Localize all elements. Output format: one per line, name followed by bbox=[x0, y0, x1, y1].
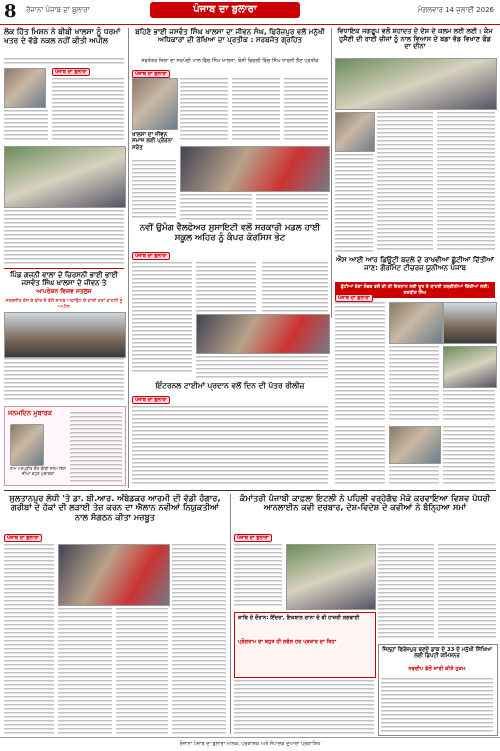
story-2-body-4 bbox=[284, 78, 328, 142]
story-5-photo-4 bbox=[389, 426, 441, 464]
story-3-body-3 bbox=[335, 154, 373, 252]
story-2-body bbox=[132, 160, 176, 220]
story-1-group-photo bbox=[4, 146, 126, 208]
story-4-subhead: ਆਪਰੇਸ਼ਨ ਵਿਸ਼ਵ ਸਤਲੁਜ bbox=[36, 288, 92, 295]
story-2-ceremony-photo bbox=[180, 146, 330, 192]
story-2-body-3 bbox=[232, 78, 280, 142]
issue-date: ਮੰਗਲਵਾਰ 14 ਜੁਲਾਈ 2026 bbox=[417, 6, 494, 14]
story-3-photo bbox=[335, 58, 497, 110]
page-footer: ਰੋਜ਼ਾਨਾ ਪੰਜਾਬ ਦਾ ਬੁਲਾਰਾ ਮਾਲਕ, ਪ੍ਰਕਾਸ਼ਕ ਅਤੇ ਸੰਪਾਦਕ ਦੁਆਰਾ ਪ੍ਰਕਾਸ਼ਿਤ bbox=[0, 737, 500, 751]
story-2-headline: ਬਹਿਣੇ ਭਾਈ ਜਸਵੰਤ ਸਿੰਘ ਖਾਲਸਾ ਦਾ ਜੀਵਨ ਸੰਘ, ਫਿਰੋਜ਼ਪੁਰ ਵਲੋਂ ਮਨੁੱਖੀ ਅਧਿਕਾਰਾਂ ਦੀ ਰੱਖਿਆ ਦਾ ਪ੍ਰਤੀਕ : ਸਰਬਜੋਤ ਗ੍ਰਹਿਤ bbox=[135, 27, 325, 45]
story-6-body-4 bbox=[196, 356, 328, 378]
birthday-ad-title: ਜਨਮਦਿਨ ਮੁਬਾਰਕ bbox=[8, 409, 52, 417]
story-6-body-3 bbox=[262, 262, 328, 312]
story-8-body-3 bbox=[116, 608, 168, 734]
story-2-body-6 bbox=[256, 194, 328, 220]
story-5-body-6 bbox=[389, 466, 439, 484]
story-5-photo-1 bbox=[389, 302, 443, 344]
story-1-headline: ਲੋਕ ਹਿੱਤ ਮਿਸ਼ਨ ਨੇ ਬੀਬੀ ਖਾਲਸਾ ਨੂੰ ਧਰਮਾਂ ਖਤਰ ਦੇ ਵੱਡੇ ਨਕਲ ਨਹੀਂ ਕੀਤੀ ਅਪੀਲ bbox=[4, 27, 121, 45]
story-6-headline: ਨਵੀਂ ਉਮੰਗ ਵੈਲਫੇਅਰ ਸੁਸਾਇਟੀ ਵਲੋਂ ਸਰਕਾਰੀ ਮਡਲ ਹਾਈ ਸਕੂਲ ਅਹਿਰ ਨੂੰ ਕੰਪਰ ਕੋਰਸਿਸ ਭੇਟ bbox=[139, 223, 321, 243]
column-rule bbox=[230, 494, 231, 734]
story-1-byline: ਪੰਜਾਬ ਦਾ ਬੁਲਾਰਾ bbox=[52, 68, 90, 76]
story-3-inset-photo bbox=[335, 112, 375, 152]
story-7-body bbox=[132, 406, 328, 486]
story-6-byline: ਪੰਜਾਬ ਦਾ ਬੁਲਾਰਾ bbox=[132, 252, 170, 260]
story-6-photo bbox=[196, 314, 330, 354]
story-5-photo-2 bbox=[443, 302, 497, 344]
story-5-byline: ਪੰਜਾਬ ਦਾ ਬੁਲਾਰਾ bbox=[335, 294, 373, 302]
column-rule bbox=[331, 28, 332, 318]
story-9-online-grid-photo bbox=[286, 544, 376, 610]
story-4-headline: ਪਿੰਡ ਗਜ਼ਨੀ ਵਾਲਾ ਦੇ ਚਿਰਸਨੀ ਭਾਈ ਭਾਈ ਜਸਵੰਤ ਸਿੰਘ ਖਾਲਸਾ ਦੇ ਜੀਵਨ ਤੇ bbox=[10, 271, 118, 288]
story-2-byline: ਪੰਜਾਬ ਦਾ ਬੁਲਾਰਾ bbox=[132, 70, 170, 78]
story-2-body-5 bbox=[180, 194, 252, 220]
story-9-byline: ਪੰਜਾਬ ਦਾ ਬੁਲਾਰਾ bbox=[234, 534, 272, 542]
story-1-body-2 bbox=[4, 110, 48, 142]
birthday-ad-photo bbox=[10, 424, 44, 466]
story-9-body bbox=[234, 544, 282, 608]
story-5-body-5 bbox=[443, 426, 495, 484]
story-1-body bbox=[52, 78, 124, 142]
story-8-photo bbox=[58, 544, 170, 606]
page-number: 8 bbox=[4, 1, 17, 22]
story-10-headline: ਜਿਲ੍ਹਾਂ ਫਿਰੋਜ਼ਪੁਰ ਬਣਦੇ ਡਾਕ ਦੇ 33 ਦੇ ਮਨੁੱਖੀ ਸਿੱਖਿਆ ਲਈ ਡਿਪਟੀ ਕਮਿਸ਼ਨਰ bbox=[382, 647, 492, 660]
story-1-intro bbox=[4, 58, 124, 66]
story-4-body bbox=[4, 358, 124, 402]
story-3-headline: ਵਿਧਾਇਕ ਜਗਰੂਪ ਵਲੋਂ ਸ਼ਹਾਦਤ ਦੇ ਦੇਸ਼ ਦੇ ਕਲਮ ਲਈ ਲਈ। ਕੰਮ ਹੁਸੈਣੀ ਦੀ ਰਾਈ ਚੀਜਾਂ ਨੂੰ ਨਾਲ ਵਿਆਸ ਦੇ ਬਡਾ ਵੱਡ ਵਿਖਾਣ ਫੰਡ ਦਾ ਦੀਨਾ bbox=[337, 27, 493, 51]
section-label: ਰੋਜ਼ਾਨਾ ਪੰਜਾਬ ਦਾ ਬੁਲਾਰਾ bbox=[26, 6, 90, 14]
story-5-body-3 bbox=[443, 390, 495, 422]
story-5-headline: ਐਸ ਆਈ ਆਰ ਡਿਊਟੀ ਬਦਲੇ ਦੇ ਰਾਖਵੀਆਂ ਛੁੱਟੀਆਂ ਦਿੱਤੀਆਂ ਜਾਣ: ਗੌਰਮਿੰਟ ਟੀਚਰਜ਼ ਯੂਨੀਅਨ ਪੰਜਾਬ bbox=[336, 256, 494, 273]
story-5-body-4 bbox=[335, 426, 385, 484]
story-7-headline: ਇੰਟਰਨਲ ਟਾਈਮਾਂ ਪ੍ਰਦਾਨ ਵਲੋਂ ਦਿਨ ਦੀ ਪੱਤਰ ਰੀਲੀਜ਼ bbox=[155, 381, 305, 390]
story-9-headline: ਕੰਮਾਂਤਰੀ ਪੰਜਾਬੀ ਕਾਫ਼ਲਾ ਇਟਲੀ ਨੇ ਪਹਿਲੀ ਵਰ੍ਹੇਗੰਢ ਮੌਕੇ ਕਰਵਾਇਆ ਵਿਸ਼ਵ ਪੱਧਰੀ ਆਨਲਾਈਨ ਕਵੀ ਦਰਬਾਰ, ਦੇਸ਼-ਵਿਦੇਸ਼ ਦੇ ਕਵੀਆਂ ਨੇ ਬੰਨ੍ਹਿਆ ਸਮਾਂ bbox=[239, 493, 491, 513]
story-10-subhead: ਨਵਦੀਪ ਵੱਲੋਂ ਜਾਰੀ ਕੀਤੇ ਹੁਕਮ bbox=[408, 666, 466, 672]
story-9-body-2 bbox=[378, 544, 434, 640]
story-8-body-2 bbox=[58, 608, 112, 734]
story-4-body-2 bbox=[70, 412, 122, 482]
story-2-subhead: ਸਵਤੰਤਰ ਜ਼ਿਲਾ ਦਾ ਸਰਪੰਚੀ ਮਾਲ ਵਿੱਚ ਸਿੰਘ ਖਾਲਸਾ, ਬੋਸੀ ਵਿਚਲੀ ਵਿੱਚ ਸਿੰਘ ਧਾਰਨੀ ਲੈਣ ਪ੍ਰਤੀਕ bbox=[141, 58, 319, 64]
birthday-ad-caption: ਨਾਮ ਮਨਪ੍ਰੀਤ ਕੌਰ ਬੀਬੀ ਜਨਮ ਦਿਨ ਦੀਆਂ ਬਹੁਤ ਮੁਬਾਰਕਾਂ bbox=[10, 466, 66, 476]
divider bbox=[4, 268, 124, 269]
story-9-body-3 bbox=[438, 544, 496, 640]
section-divider bbox=[4, 490, 496, 491]
brand-title: ਪੰਜਾਬ ਦਾ ਬੁਲਾਰਾ bbox=[150, 2, 300, 18]
story-2-quote: ਖਾਲਸਾ ਦਾ ਜੀਵਨ ਸਮਾਜ ਲਈ ਪ੍ਰੇਰਨਾ ਸਰੋਤ bbox=[132, 132, 173, 151]
kavi-quote-2: ਪ੍ਰੋਗਰਾਮ ਦਾ ਬਹੁਤ ਹੀ ਲਵੱਲ ਹਰ ਪ੍ਰਕਾਰ ਦਾ ਰਿਹਾ bbox=[238, 639, 337, 645]
story-5-body bbox=[335, 302, 385, 422]
story-5-body-2 bbox=[389, 346, 439, 422]
story-4-photo bbox=[4, 312, 126, 358]
story-2-portrait bbox=[132, 78, 178, 130]
story-7-byline: ਪੰਜਾਬ ਦਾ ਬੁਲਾਰਾ bbox=[132, 396, 170, 404]
story-8-body bbox=[4, 544, 54, 734]
story-4-kicker: ਸਰਬਜੀਤ ਦੱਸ ਦੇ ਵੀਰ ਦੇ ਵੱਲੋਂ ਸਾਹਬ ਅਕਾਉਟ ਦੇ ਕਾਰੀ ਕਰਾਂ ਕਾਹਲੀ ਨੂੰ ਅਪੀਲ bbox=[5, 299, 123, 310]
story-1-body-3 bbox=[4, 210, 124, 264]
story-3-body-2 bbox=[437, 112, 495, 252]
story-6-body bbox=[132, 262, 192, 372]
story-8-body-4 bbox=[172, 544, 226, 734]
story-5-banner: ਛੁੱਟੀਆਂ ਦੇਣਾ ਸੰਭਵ ਵਲੋਂ ਦੀ ਦੀ ਇਸ਼ਨਾਨ ਲਈ ਦੂਰ ਦੇ ਬਾਹਰੀ ਤਬਦੀਲੀਆਂ ਦਿੱਤੀਆਂ ਲਈ: ਜਸਬੀਰ ਸਿੰਘ bbox=[335, 282, 495, 298]
story-2-body-2 bbox=[180, 78, 228, 142]
story-1-photo bbox=[4, 68, 46, 108]
story-8-byline: ਪੰਜਾਬ ਦਾ ਬੁਲਾਰਾ bbox=[4, 534, 42, 542]
story-5-photo-3 bbox=[443, 346, 497, 388]
story-10-body bbox=[381, 678, 493, 732]
story-3-body bbox=[377, 112, 433, 252]
kavi-quote-1: ਕਾਵਿ ਦੇ ਦੌਰਾਨ: ਇੰਦਰਾ, ਇਕਬਾਲ ਚਾਨਾ ਦੇ ਵੀ ਹਾਜ਼ਰੀ ਲਗਵਾਈ bbox=[238, 615, 360, 621]
story-9-body-4 bbox=[234, 680, 374, 734]
story-6-body-2 bbox=[196, 262, 256, 312]
story-8-headline: ਸੁਲਤਾਨਪੁਰ ਲੋਧੀ 'ਤੇ ਡਾ. ਬੀ.ਆਰ. ਅੰਬੇਡਕਰ ਆਰਮੀ ਦੀ ਵੱਡੀ ਹੰਗਾਰ, ਗਰੀਬਾਂ ਦੇ ਹੱਕਾਂ ਦੀ ਲੜਾਈ ਤੇਜ਼ ਕਰਨ ਦਾ ਐਲਾਨ ਨਵੀਆਂ ਨਿਯੁਕਤੀਆਂ ਨਾਲ ਸੰਗਠਨ ਕੀਤਾ ਮਜ਼ਬੂਤ bbox=[9, 493, 221, 522]
column-rule bbox=[128, 28, 129, 488]
